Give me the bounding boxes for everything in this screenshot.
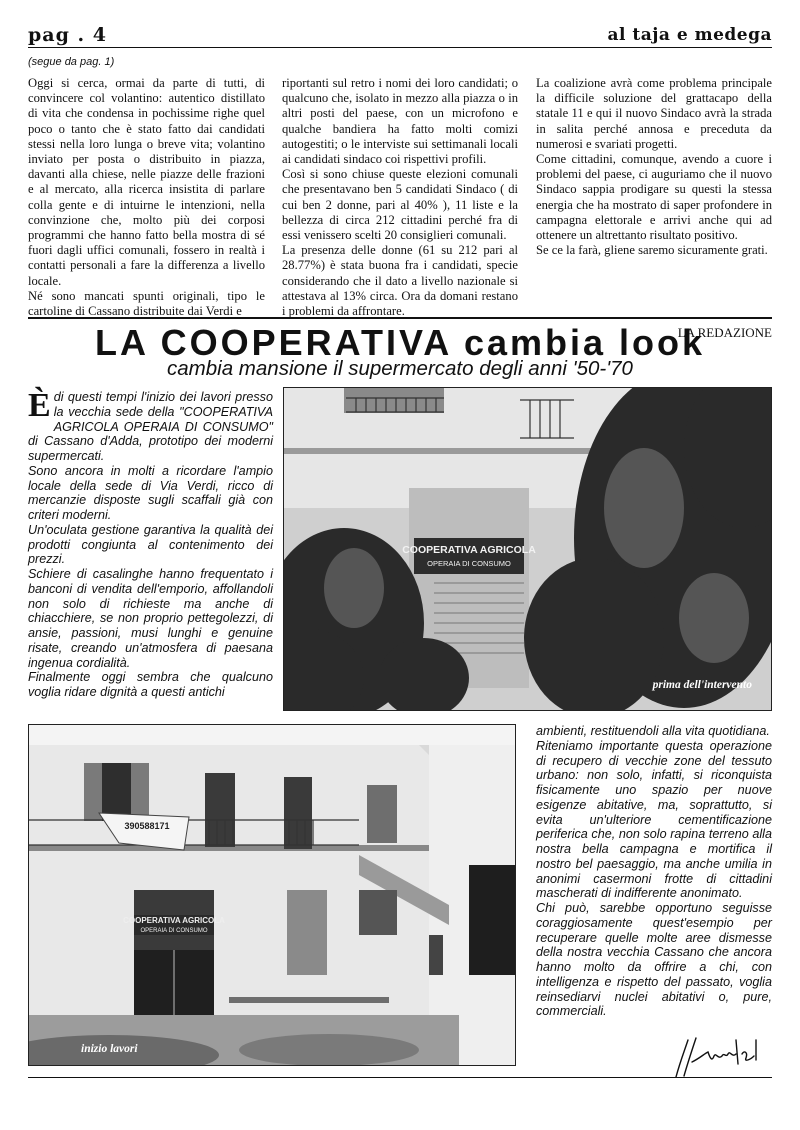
paragraph: Come cittadini, comunque, avendo a cuore i problemi del paese, ci auguriamo che il nuovo Sindaco sappia prodigare su questi la stessa energia che ha mostrato di saper profondere in campagna elettorale e arrivi anche qui ad ottenere un altrettanto risultato positivo.: [536, 152, 772, 243]
page-number: pag . 4: [28, 24, 107, 46]
paragraph: Riteniamo importante questa operazione di recupero di vecchie zone del tessuto urbano: non solo, infatti, si riconquista fisicamente uno spazio per nuove esigenze abitative, ma, soprattutto, si evita un'ulteriore cementificazione periferica che, non solo rapina terreno alla nostra bella campagna e mortifica il nostro bel paesaggio, ma anche umilia in anonimi casermoni frotte di cittadini mascherati di indifferente anonimato.: [536, 738, 772, 901]
paragraph-text: di questi tempi l'inizio dei lavori presso la vecchia sede della "COOPERATIVA AGRICOLA OPERAIA DI CONSUMO" di Cassano d'Adda, prototipo dei moderni supermercati.: [28, 390, 273, 463]
editorial-signature: LA REDAZIONE: [677, 325, 772, 340]
paragraph: Schiere di casalinghe hanno frequentato i banconi di vendita dell'emporio, affollandoli non solo di richieste ma anche di chiacchiere, se non proprio pettegolezzi, di ansie, passioni, musi lunghi e genuine risate, creando un'atmosfera di paesana ingenua cordialità.: [28, 567, 273, 670]
paragraph: Oggi si cerca, ormai da parte di tutti, di convincere col volantino: autentico distillato di vita che condensa in pochissime righe quel poco o tanto che è stato fatto dai candidati stessi nella loro lunga o breve vita; volantino inviato per posta o distribuito in piazza, davanti alla chiese, nelle piazze delle frazioni e al mercato, alla ricerca insistita di parlare colla gente e di intuirne le intenzioni, nella convinzione che, molto più dei corposi programmi che hanno fatto bella mostra di sé fuori dagli uffici comunali, fossero in realtà i contatti personali a fare la differenza a livello locale.: [28, 76, 265, 288]
shop-sign-line1: COOPERATIVA AGRICOLA: [402, 544, 536, 556]
paragraph: Né sono mancati spunti originali, tipo le cartoline di Cassano distribuite dai Verdi e: [28, 288, 265, 319]
photo-before-works: [283, 387, 772, 711]
top-article-column-2: [282, 76, 518, 319]
photo-caption-before: prima dell'intervento: [652, 679, 752, 691]
photo-before-image: [284, 388, 771, 710]
paragraph: ambienti, restituendoli alla vita quotidiana.: [536, 724, 770, 738]
shop-sign-line2: OPERAIA DI CONSUMO: [140, 928, 208, 934]
paragraph: Finalmente oggi sembra che qualcuno voglia ridare dignità a questi antichi: [28, 670, 273, 699]
paragraph: Chi può, sarebbe opportuno seguisse coraggiosamente quest'esempio per recuperare quelle molte aree dismesse della nostra vecchia Cassano che ancora hanno molto da offrire a chi, con intelligenza e rispetto del passato, voglia reinsediarvi nuclei abitativi o, pure, commerciali.: [536, 901, 772, 1019]
paragraph: Un'oculata gestione garantiva la qualità dei prodotti congiunta al contenimento dei prezzi.: [28, 522, 273, 567]
top-article-column-3: [536, 76, 772, 258]
paragraph: riportanti sul retro i nomi dei loro candidati; o qualcuno che, isolato in mezzo alla piazza o in altri posti del paese, con un microfono e qualche bandiera ha fatto molti comizi autogestiti; o le interviste sui settimanali locali ai candidati sindaco coi rispettivi profili.: [282, 76, 518, 167]
author-signature: [670, 1032, 770, 1082]
photo-start-image: [29, 725, 515, 1065]
section-rule: [28, 317, 772, 319]
shop-sign-line1: COOPERATIVA AGRICOLA: [123, 916, 225, 925]
shop-sign-line2: OPERAIA DI CONSUMO: [427, 559, 511, 568]
continued-note: (segue da pag. 1): [28, 56, 115, 68]
banner-number: 390588171: [124, 821, 170, 831]
signature-scribble: [670, 1032, 770, 1082]
top-article-column-1: [28, 76, 265, 319]
feature-right-column: [536, 724, 772, 1019]
paragraph: [28, 387, 273, 464]
paragraph: La coalizione avrà come problema principale la difficile soluzione del grattacapo della statale 11 e qui il nuovo Sindaco avrà la strada in salita perché annosa e preceduta da numerosi e svariati progetti.: [536, 76, 772, 151]
feature-subheadline: cambia mansione il supermercato degli anni '50-'70: [167, 357, 633, 380]
photo-caption-start: inizio lavori: [81, 1043, 138, 1055]
feature-left-column: [28, 387, 273, 700]
footer-rule: [28, 1077, 772, 1078]
header-rule: [28, 47, 772, 48]
paragraph: La presenza delle donne (61 su 212 pari al 28.77%) è stata buona fra i candidati, specie considerando che il dato a livello nazionale si attestava al 13% circa. Ora da domani restano i problemi da affrontare.: [282, 243, 518, 319]
paragraph: Se ce la farà, gliene saremo sicuramente grati.: [536, 243, 768, 258]
masthead-title: al taja e medega: [607, 25, 772, 45]
photo-start-of-works: [28, 724, 516, 1066]
drop-cap: È: [28, 387, 51, 424]
paragraph: Così si sono chiuse queste elezioni comunali che presentavano ben 5 candidati Sindaco ( di cui ben 2 donne, pari al 40% ), 11 liste e la bellezza di circa 212 cittadini perché fra di essi venissero scelti 20 consiglieri comunali.: [282, 167, 518, 243]
paragraph: Sono ancora in molti a ricordare l'ampio locale della sede di Via Verdi, ricco di mercanzie disposte sugli scaffali già con criteri moderni.: [28, 463, 273, 522]
feature-headline: LA COOPERATIVA cambia look: [94, 322, 706, 363]
